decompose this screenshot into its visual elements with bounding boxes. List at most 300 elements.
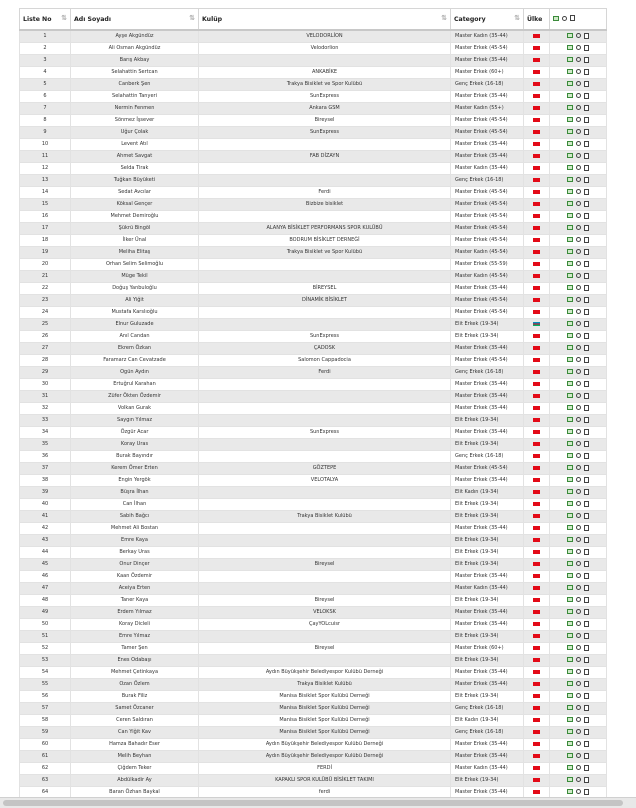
sort-arrows-icon[interactable]: ⇅ bbox=[189, 14, 194, 22]
document-icon[interactable] bbox=[584, 69, 589, 75]
cell-no: 5 bbox=[20, 79, 71, 91]
id-card-icon[interactable] bbox=[567, 285, 573, 290]
cell-no: 36 bbox=[20, 451, 71, 463]
document-icon[interactable] bbox=[584, 789, 589, 795]
id-card-icon[interactable] bbox=[567, 513, 573, 518]
id-card-icon[interactable] bbox=[567, 597, 573, 602]
bicycle-icon[interactable] bbox=[576, 609, 581, 614]
cell-actions bbox=[550, 547, 607, 559]
bicycle-icon[interactable] bbox=[576, 249, 581, 254]
document-icon[interactable] bbox=[584, 561, 589, 567]
document-icon[interactable] bbox=[584, 357, 589, 363]
id-card-icon[interactable] bbox=[567, 141, 573, 146]
bicycle-icon[interactable] bbox=[576, 621, 581, 626]
document-icon[interactable] bbox=[584, 201, 589, 207]
cell-name: Taner Kaya bbox=[71, 595, 199, 607]
bicycle-icon[interactable] bbox=[576, 537, 581, 542]
cell-name: Mehmet Ali Bostan bbox=[71, 523, 199, 535]
cell-category: Master Erkek (45-54) bbox=[451, 211, 524, 223]
cell-club: ANKABİKE bbox=[199, 67, 451, 79]
document-icon[interactable] bbox=[584, 609, 589, 615]
bicycle-icon[interactable] bbox=[576, 753, 581, 758]
cell-country bbox=[524, 55, 550, 67]
bicycle-icon[interactable] bbox=[576, 573, 581, 578]
id-card-icon[interactable] bbox=[567, 105, 573, 110]
bicycle-icon[interactable] bbox=[576, 357, 581, 362]
id-card-icon[interactable] bbox=[567, 273, 573, 278]
table-row bbox=[20, 571, 607, 583]
cell-category: Genç Erkek (16-18) bbox=[451, 451, 524, 463]
bicycle-icon[interactable] bbox=[576, 729, 581, 734]
column-header-country[interactable]: Ülke bbox=[524, 9, 550, 31]
turkey-flag-icon bbox=[533, 526, 540, 530]
cell-country bbox=[524, 715, 550, 727]
id-card-icon[interactable] bbox=[567, 33, 573, 38]
document-icon[interactable] bbox=[584, 321, 589, 327]
id-card-icon[interactable] bbox=[567, 129, 573, 134]
document-icon[interactable] bbox=[584, 429, 589, 435]
document-icon[interactable] bbox=[584, 333, 589, 339]
document-icon[interactable] bbox=[584, 741, 589, 747]
bicycle-icon[interactable] bbox=[576, 177, 581, 182]
document-icon[interactable] bbox=[584, 729, 589, 735]
id-card-icon[interactable] bbox=[567, 249, 573, 254]
cell-country bbox=[524, 67, 550, 79]
document-icon[interactable] bbox=[584, 765, 589, 771]
cell-category: Genç Erkek (16-18) bbox=[451, 727, 524, 739]
cell-club: VELOKSK bbox=[199, 607, 451, 619]
bicycle-icon[interactable] bbox=[576, 81, 581, 86]
id-card-icon[interactable] bbox=[567, 561, 573, 566]
table-row bbox=[20, 43, 607, 55]
bicycle-icon[interactable] bbox=[576, 153, 581, 158]
document-icon[interactable] bbox=[584, 501, 589, 507]
turkey-flag-icon bbox=[533, 766, 540, 770]
bicycle-icon[interactable] bbox=[576, 561, 581, 566]
bicycle-icon[interactable] bbox=[576, 657, 581, 662]
id-card-icon[interactable] bbox=[567, 525, 573, 530]
id-card-icon[interactable] bbox=[567, 369, 573, 374]
cell-country bbox=[524, 427, 550, 439]
cell-name: Mehmet Çetinkaya bbox=[71, 667, 199, 679]
id-card-icon[interactable] bbox=[567, 345, 573, 350]
table-row bbox=[20, 739, 607, 751]
id-card-icon[interactable] bbox=[567, 657, 573, 662]
cell-name: Ceren Saldıran bbox=[71, 715, 199, 727]
cell-name: Nermin Fenmen bbox=[71, 103, 199, 115]
id-card-icon[interactable] bbox=[567, 177, 573, 182]
bicycle-icon[interactable] bbox=[576, 141, 581, 146]
document-icon[interactable] bbox=[584, 297, 589, 303]
document-icon[interactable] bbox=[584, 669, 589, 675]
table-row bbox=[20, 223, 607, 235]
cell-actions bbox=[550, 151, 607, 163]
bicycle-icon[interactable] bbox=[576, 741, 581, 746]
id-card-icon[interactable] bbox=[567, 789, 573, 794]
document-icon[interactable] bbox=[584, 573, 589, 579]
sort-arrows-icon[interactable]: ⇅ bbox=[441, 14, 446, 22]
id-card-icon[interactable] bbox=[567, 357, 573, 362]
id-card-icon[interactable] bbox=[567, 585, 573, 590]
document-icon[interactable] bbox=[584, 753, 589, 759]
bicycle-icon[interactable] bbox=[576, 645, 581, 650]
id-card-icon[interactable] bbox=[567, 753, 573, 758]
bicycle-icon[interactable] bbox=[576, 213, 581, 218]
id-card-icon[interactable] bbox=[567, 429, 573, 434]
cell-actions bbox=[550, 163, 607, 175]
cell-actions bbox=[550, 427, 607, 439]
document-icon[interactable] bbox=[584, 45, 589, 51]
bicycle-icon[interactable] bbox=[576, 525, 581, 530]
table-row bbox=[20, 715, 607, 727]
turkey-flag-icon bbox=[533, 502, 540, 506]
bicycle-icon[interactable] bbox=[576, 129, 581, 134]
document-icon[interactable] bbox=[584, 537, 589, 543]
cell-category: Master Erkek (45-54) bbox=[451, 127, 524, 139]
cell-actions bbox=[550, 139, 607, 151]
document-icon[interactable] bbox=[584, 249, 589, 255]
id-card-icon[interactable] bbox=[567, 441, 573, 446]
turkey-flag-icon bbox=[533, 382, 540, 386]
cell-club: BİREYSEL bbox=[199, 283, 451, 295]
turkey-flag-icon bbox=[533, 610, 540, 614]
bicycle-icon[interactable] bbox=[576, 45, 581, 50]
bicycle-icon[interactable] bbox=[576, 369, 581, 374]
id-card-icon[interactable] bbox=[567, 381, 573, 386]
id-card-icon[interactable] bbox=[567, 405, 573, 410]
document-icon[interactable] bbox=[584, 621, 589, 627]
id-card-icon[interactable] bbox=[567, 393, 573, 398]
document-icon[interactable] bbox=[584, 189, 589, 195]
bicycle-icon[interactable] bbox=[576, 225, 581, 230]
document-icon[interactable] bbox=[584, 549, 589, 555]
document-icon[interactable] bbox=[584, 777, 589, 783]
id-card-icon[interactable] bbox=[567, 321, 573, 326]
id-card-icon[interactable] bbox=[567, 693, 573, 698]
cell-name: Saygın Yılmaz bbox=[71, 415, 199, 427]
cell-name: Engin Yergök bbox=[71, 475, 199, 487]
bicycle-icon[interactable] bbox=[576, 429, 581, 434]
id-card-icon[interactable] bbox=[567, 117, 573, 122]
id-card-icon[interactable] bbox=[567, 297, 573, 302]
document-icon[interactable] bbox=[584, 309, 589, 315]
scrollbar-thumb[interactable] bbox=[3, 800, 623, 806]
bicycle-icon[interactable] bbox=[576, 513, 581, 518]
cell-actions bbox=[550, 115, 607, 127]
cell-actions bbox=[550, 451, 607, 463]
turkey-flag-icon bbox=[533, 346, 540, 350]
document-icon[interactable] bbox=[584, 513, 589, 519]
document-icon[interactable] bbox=[584, 117, 589, 123]
document-icon[interactable] bbox=[584, 285, 589, 291]
bicycle-icon[interactable] bbox=[576, 345, 581, 350]
id-card-icon[interactable] bbox=[567, 213, 573, 218]
id-card-icon[interactable] bbox=[567, 501, 573, 506]
bicycle-icon[interactable] bbox=[576, 705, 581, 710]
bicycle-icon[interactable] bbox=[576, 417, 581, 422]
document-icon[interactable] bbox=[584, 405, 589, 411]
column-header-category[interactable]: Category ⇅ bbox=[451, 9, 524, 31]
document-icon[interactable] bbox=[584, 153, 589, 159]
cell-no: 44 bbox=[20, 547, 71, 559]
document-icon[interactable] bbox=[584, 705, 589, 711]
table-row bbox=[20, 247, 607, 259]
cell-club: Bireysel bbox=[199, 115, 451, 127]
document-icon[interactable] bbox=[584, 525, 589, 531]
cell-name: Emre Yılmaz bbox=[71, 631, 199, 643]
id-card-icon[interactable] bbox=[567, 189, 573, 194]
document-icon[interactable] bbox=[584, 369, 589, 375]
document-icon[interactable] bbox=[584, 693, 589, 699]
turkey-flag-icon bbox=[533, 790, 540, 794]
cell-category: Master Erkek (35-44) bbox=[451, 391, 524, 403]
bicycle-icon[interactable] bbox=[576, 777, 581, 782]
id-card-icon[interactable] bbox=[567, 765, 573, 770]
document-icon[interactable] bbox=[584, 273, 589, 279]
cell-country bbox=[524, 691, 550, 703]
document-icon[interactable] bbox=[584, 597, 589, 603]
document-icon[interactable] bbox=[584, 165, 589, 171]
bicycle-icon[interactable] bbox=[576, 165, 581, 170]
document-icon[interactable] bbox=[584, 381, 589, 387]
turkey-flag-icon bbox=[533, 694, 540, 698]
cell-category: Elit Erkek (19-34) bbox=[451, 559, 524, 571]
cell-country bbox=[524, 283, 550, 295]
bicycle-icon[interactable] bbox=[576, 765, 581, 770]
document-icon[interactable] bbox=[584, 465, 589, 471]
document-icon[interactable] bbox=[584, 345, 589, 351]
bicycle-icon[interactable] bbox=[576, 333, 581, 338]
id-card-icon[interactable] bbox=[567, 225, 573, 230]
cell-no: 10 bbox=[20, 139, 71, 151]
document-icon[interactable] bbox=[584, 489, 589, 495]
cell-club: ferdi bbox=[199, 787, 451, 799]
bicycle-icon[interactable] bbox=[576, 273, 581, 278]
id-card-icon[interactable] bbox=[567, 633, 573, 638]
bicycle-icon[interactable] bbox=[576, 309, 581, 314]
sort-arrows-icon[interactable]: ⇅ bbox=[61, 14, 66, 22]
id-card-icon[interactable] bbox=[567, 777, 573, 782]
bicycle-icon[interactable] bbox=[576, 585, 581, 590]
id-card-icon[interactable] bbox=[567, 705, 573, 710]
turkey-flag-icon bbox=[533, 70, 540, 74]
cell-country bbox=[524, 511, 550, 523]
bicycle-icon[interactable] bbox=[576, 321, 581, 326]
id-card-icon[interactable] bbox=[567, 609, 573, 614]
bicycle-icon[interactable] bbox=[576, 501, 581, 506]
cell-country bbox=[524, 739, 550, 751]
cell-name: Melih Beyhan bbox=[71, 751, 199, 763]
document-icon[interactable] bbox=[584, 477, 589, 483]
id-card-icon[interactable] bbox=[567, 165, 573, 170]
bicycle-icon[interactable] bbox=[576, 453, 581, 458]
cell-no: 16 bbox=[20, 211, 71, 223]
bicycle-icon[interactable] bbox=[576, 597, 581, 602]
table-row bbox=[20, 499, 607, 511]
bicycle-icon[interactable] bbox=[576, 201, 581, 206]
id-card-icon[interactable] bbox=[567, 237, 573, 242]
cell-no: 64 bbox=[20, 787, 71, 799]
document-icon[interactable] bbox=[584, 393, 589, 399]
bicycle-icon[interactable] bbox=[576, 477, 581, 482]
document-icon[interactable] bbox=[584, 417, 589, 423]
bicycle-icon[interactable] bbox=[576, 489, 581, 494]
id-card-icon[interactable] bbox=[567, 645, 573, 650]
id-card-icon[interactable] bbox=[567, 57, 573, 62]
document-icon[interactable] bbox=[584, 657, 589, 663]
bicycle-icon[interactable] bbox=[576, 69, 581, 74]
bicycle-icon[interactable] bbox=[576, 549, 581, 554]
table-row bbox=[20, 115, 607, 127]
bicycle-icon[interactable] bbox=[576, 633, 581, 638]
cell-country bbox=[524, 679, 550, 691]
document-icon[interactable] bbox=[584, 261, 589, 267]
cell-no: 14 bbox=[20, 187, 71, 199]
table-row bbox=[20, 295, 607, 307]
turkey-flag-icon bbox=[533, 274, 540, 278]
turkey-flag-icon bbox=[533, 706, 540, 710]
document-icon[interactable] bbox=[584, 717, 589, 723]
cell-name: Mustafa Karslıoğlu bbox=[71, 307, 199, 319]
bicycle-icon[interactable] bbox=[576, 297, 581, 302]
bicycle-icon[interactable] bbox=[576, 393, 581, 398]
bicycle-icon[interactable] bbox=[576, 285, 581, 290]
table-row bbox=[20, 91, 607, 103]
cell-club bbox=[199, 379, 451, 391]
column-header-name[interactable]: Adı Soyadı ⇅ bbox=[71, 9, 199, 31]
horizontal-scrollbar[interactable] bbox=[0, 797, 636, 808]
bicycle-icon[interactable] bbox=[576, 441, 581, 446]
cell-club: VELOTALYA bbox=[199, 475, 451, 487]
bicycle-icon[interactable] bbox=[576, 261, 581, 266]
id-card-icon[interactable] bbox=[567, 93, 573, 98]
turkey-flag-icon bbox=[533, 406, 540, 410]
cell-club: Manisa Bisiklet Spor Kulübü Derneği bbox=[199, 715, 451, 727]
cell-club: Bireysel bbox=[199, 559, 451, 571]
bicycle-icon[interactable] bbox=[576, 93, 581, 98]
column-header-club[interactable]: Kulüp ⇅ bbox=[199, 9, 451, 31]
document-icon[interactable] bbox=[584, 129, 589, 135]
id-card-icon[interactable] bbox=[567, 69, 573, 74]
document-icon[interactable] bbox=[584, 681, 589, 687]
document-icon[interactable] bbox=[584, 585, 589, 591]
bicycle-icon[interactable] bbox=[576, 669, 581, 674]
document-icon[interactable] bbox=[584, 645, 589, 651]
document-icon[interactable] bbox=[584, 177, 589, 183]
id-card-icon[interactable] bbox=[567, 477, 573, 482]
table-row bbox=[20, 187, 607, 199]
table-row bbox=[20, 175, 607, 187]
bicycle-icon[interactable] bbox=[576, 789, 581, 794]
bicycle-icon[interactable] bbox=[576, 105, 581, 110]
column-header-no[interactable]: Liste No ⇅ bbox=[20, 9, 71, 31]
table-row bbox=[20, 259, 607, 271]
cell-actions bbox=[550, 679, 607, 691]
id-card-icon[interactable] bbox=[567, 333, 573, 338]
id-card-icon[interactable] bbox=[567, 717, 573, 722]
cell-country bbox=[524, 451, 550, 463]
cell-name: Volkan Gurak bbox=[71, 403, 199, 415]
id-card-icon[interactable] bbox=[567, 417, 573, 422]
id-card-icon[interactable] bbox=[567, 81, 573, 86]
document-icon[interactable] bbox=[584, 225, 589, 231]
document-icon[interactable] bbox=[584, 105, 589, 111]
id-card-icon[interactable] bbox=[567, 681, 573, 686]
bicycle-icon[interactable] bbox=[576, 405, 581, 410]
cell-category: Master Erkek (35-44) bbox=[451, 607, 524, 619]
id-card-icon[interactable] bbox=[567, 729, 573, 734]
document-icon[interactable] bbox=[584, 237, 589, 243]
cell-country bbox=[524, 331, 550, 343]
bicycle-icon[interactable] bbox=[576, 33, 581, 38]
document-icon[interactable] bbox=[584, 81, 589, 87]
id-card-icon[interactable] bbox=[567, 201, 573, 206]
cell-club bbox=[199, 583, 451, 595]
cell-actions bbox=[550, 487, 607, 499]
id-card-icon[interactable] bbox=[567, 153, 573, 158]
cell-no: 30 bbox=[20, 379, 71, 391]
bicycle-icon[interactable] bbox=[576, 237, 581, 242]
cell-country bbox=[524, 271, 550, 283]
id-card-icon[interactable] bbox=[567, 669, 573, 674]
bicycle-icon[interactable] bbox=[576, 57, 581, 62]
turkey-flag-icon bbox=[533, 454, 540, 458]
bicycle-icon[interactable] bbox=[576, 189, 581, 194]
cell-no: 35 bbox=[20, 439, 71, 451]
bicycle-icon[interactable] bbox=[576, 117, 581, 122]
id-card-icon[interactable] bbox=[567, 261, 573, 266]
id-card-icon[interactable] bbox=[567, 45, 573, 50]
bicycle-icon[interactable] bbox=[576, 465, 581, 470]
id-card-icon[interactable] bbox=[567, 537, 573, 542]
document-icon[interactable] bbox=[584, 141, 589, 147]
document-icon[interactable] bbox=[584, 453, 589, 459]
cell-club bbox=[199, 271, 451, 283]
bicycle-icon[interactable] bbox=[576, 681, 581, 686]
cell-club: Ferdi bbox=[199, 187, 451, 199]
turkey-flag-icon bbox=[533, 202, 540, 206]
id-card-icon[interactable] bbox=[567, 573, 573, 578]
cell-category: Elit Erkek (19-34) bbox=[451, 319, 524, 331]
bicycle-icon[interactable] bbox=[576, 717, 581, 722]
cell-no: 8 bbox=[20, 115, 71, 127]
bicycle-icon[interactable] bbox=[576, 693, 581, 698]
cell-category: Elit Erkek (19-34) bbox=[451, 547, 524, 559]
id-card-icon bbox=[553, 16, 559, 21]
id-card-icon[interactable] bbox=[567, 489, 573, 494]
id-card-icon[interactable] bbox=[567, 453, 573, 458]
cell-country bbox=[524, 151, 550, 163]
document-icon[interactable] bbox=[584, 213, 589, 219]
id-card-icon[interactable] bbox=[567, 621, 573, 626]
document-icon[interactable] bbox=[584, 57, 589, 63]
id-card-icon[interactable] bbox=[567, 741, 573, 746]
document-icon[interactable] bbox=[584, 633, 589, 639]
id-card-icon[interactable] bbox=[567, 309, 573, 314]
cell-name: Ali Osman Akgündüz bbox=[71, 43, 199, 55]
bicycle-icon[interactable] bbox=[576, 381, 581, 386]
turkey-flag-icon bbox=[533, 682, 540, 686]
cell-no: 11 bbox=[20, 151, 71, 163]
cell-country bbox=[524, 30, 550, 43]
id-card-icon[interactable] bbox=[567, 549, 573, 554]
document-icon[interactable] bbox=[584, 441, 589, 447]
id-card-icon[interactable] bbox=[567, 465, 573, 470]
document-icon[interactable] bbox=[584, 33, 589, 39]
document-icon[interactable] bbox=[584, 93, 589, 99]
sort-arrows-icon[interactable]: ⇅ bbox=[514, 14, 519, 22]
cell-country bbox=[524, 775, 550, 787]
